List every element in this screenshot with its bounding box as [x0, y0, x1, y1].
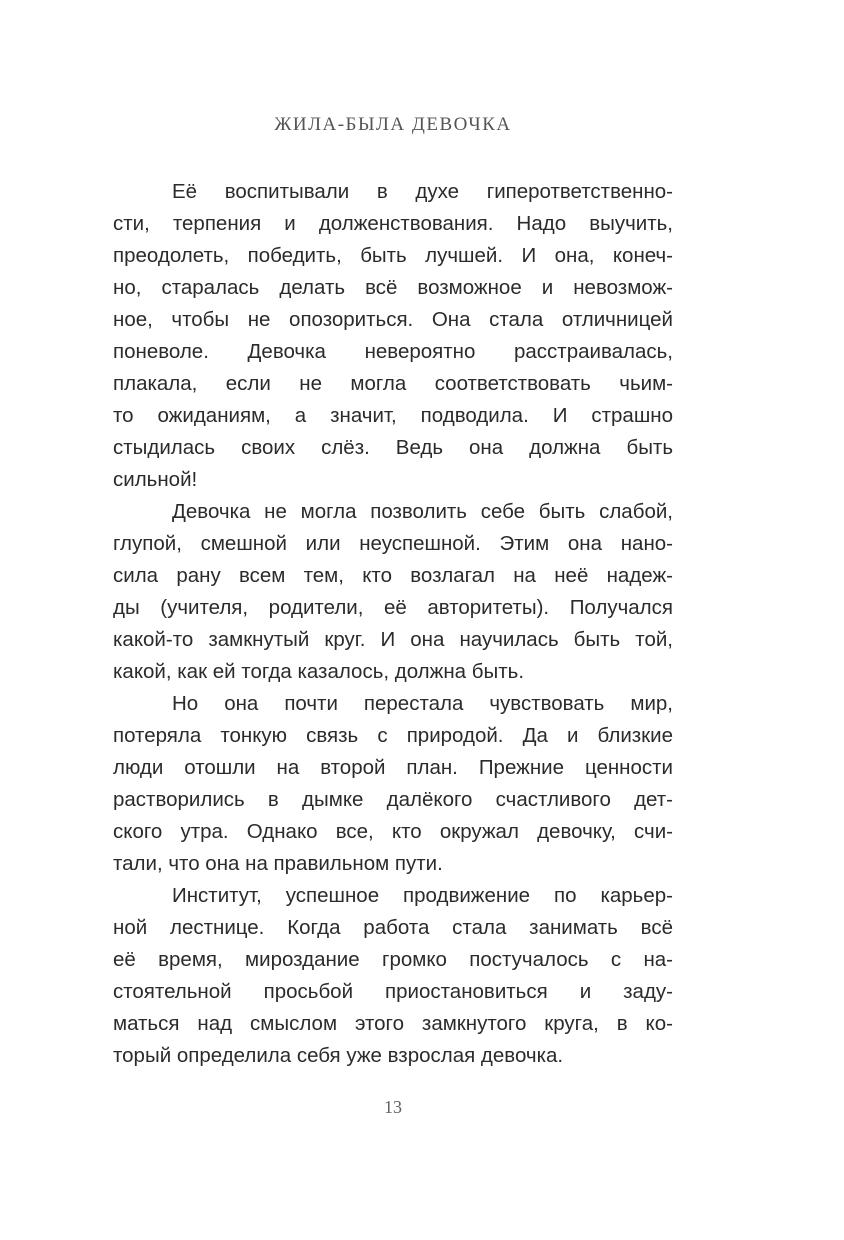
text-line: тали, что она на правильном пути. [113, 852, 443, 875]
text-line: Институт, успешное продвижение по карьер- [172, 884, 673, 907]
text-line: ды (учителя, родители, её авторитеты). Получался [113, 596, 673, 619]
text-line: люди отошли на второй план. Прежние ценности [113, 756, 673, 779]
body-text [113, 176, 673, 1072]
paragraph [113, 688, 673, 880]
text-line: стоятельной просьбой приостановиться и заду- [113, 980, 673, 1003]
text-line: Её воспитывали в духе гиперответственно- [172, 180, 673, 203]
text-line: поневоле. Девочка невероятно расстраивалась, [113, 340, 673, 363]
text-line: сила рану всем тем, кто возлагал на неё надеж- [113, 564, 673, 587]
text-line: но, старалась делать всё возможное и невозмож- [113, 276, 673, 299]
text-line: торый определила себя уже взрослая девочка. [113, 1044, 564, 1067]
text-line: ной лестнице. Когда работа стала занимать всё [113, 916, 673, 939]
text-line: Но она почти перестала чувствовать мир, [172, 692, 673, 715]
paragraph [113, 176, 673, 496]
text-line: какой-то замкнутый круг. И она научилась быть той, [113, 628, 673, 651]
text-line: глупой, смешной или неуспешной. Этим она нано- [113, 532, 673, 555]
text-line: плакала, если не могла соответствовать чьим- [113, 372, 673, 395]
text-line: ное, чтобы не опозориться. Она стала отличницей [113, 308, 673, 331]
text-line: то ожиданиям, а значит, подводила. И страшно [113, 404, 673, 427]
text-line: ского утра. Однако все, кто окружал девочку, счи- [113, 820, 673, 843]
paragraph [113, 496, 673, 688]
text-line: маться над смыслом этого замкнутого круга, в ко- [113, 1012, 673, 1035]
text-line: сильной! [113, 468, 198, 491]
text-line: Девочка не могла позволить себе быть слабой, [172, 500, 673, 523]
text-line: преодолеть, победить, быть лучшей. И она, конеч- [113, 244, 673, 267]
page-number: 13 [384, 1097, 402, 1117]
text-line: потеряла тонкую связь с природой. Да и близкие [113, 724, 673, 747]
text-line: сти, терпения и долженствования. Надо выучить, [113, 212, 673, 235]
text-line: растворились в дымке далёкого счастливого дет- [113, 788, 673, 811]
text-line: какой, как ей тогда казалось, должна быть. [113, 660, 525, 683]
paragraph [113, 880, 673, 1072]
chapter-title: ЖИЛА-БЫЛА ДЕВОЧКА [274, 114, 512, 135]
text-line: её время, мироздание громко постучалось с на- [113, 948, 673, 971]
text-line: стыдилась своих слёз. Ведь она должна быть [113, 436, 673, 459]
